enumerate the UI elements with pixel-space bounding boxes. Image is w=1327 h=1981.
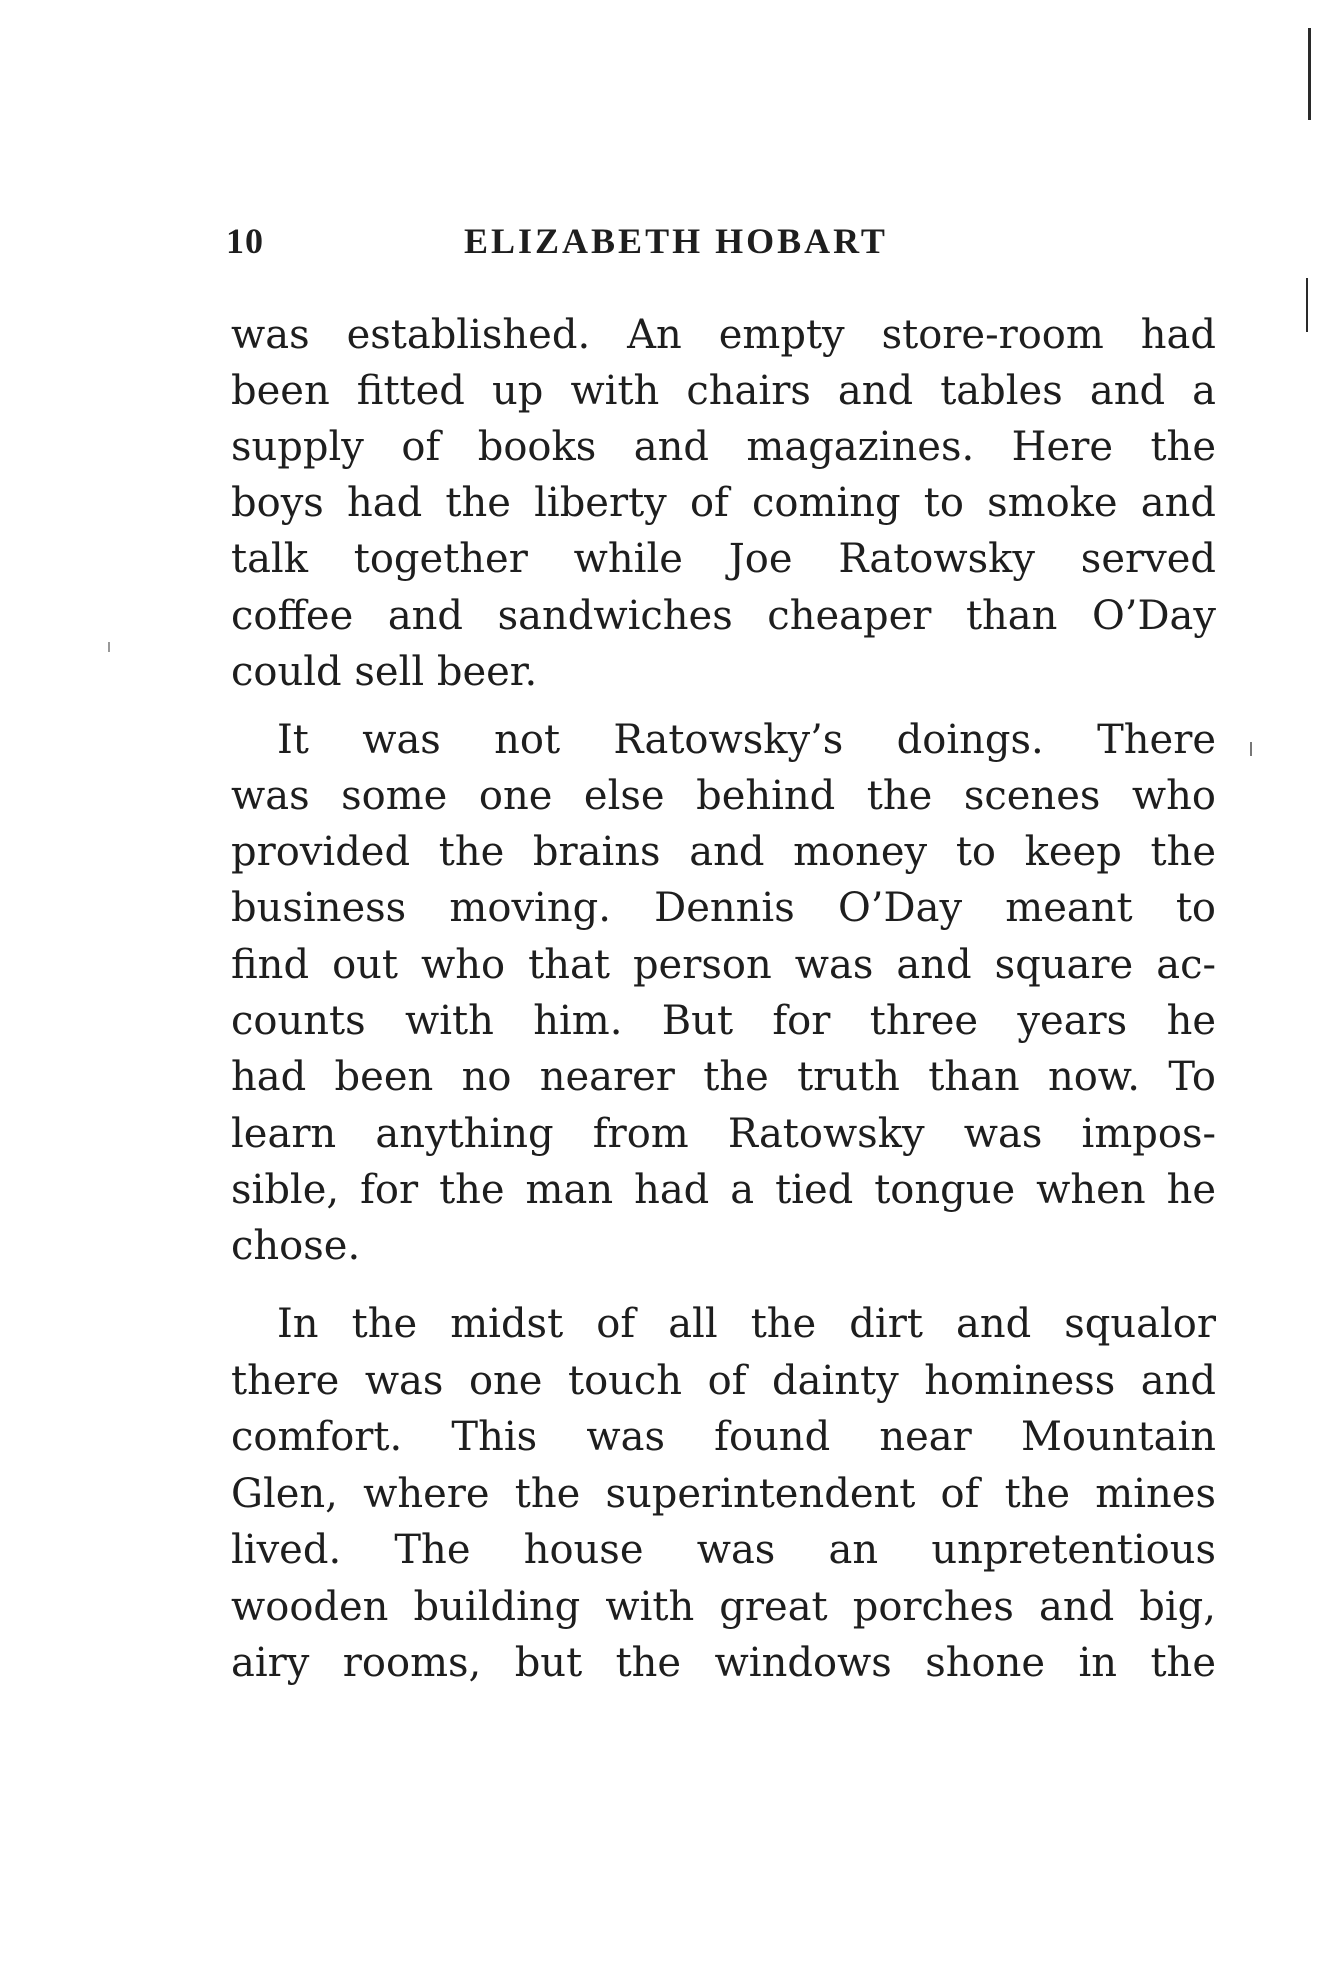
text-line: provided the brains and money to keep the bbox=[231, 829, 1216, 875]
text-line: there was one touch of dainty hominess and bbox=[231, 1358, 1216, 1404]
scan-margin-mark bbox=[1308, 28, 1311, 120]
page-number: 10 bbox=[226, 221, 264, 261]
text-line: business moving. Dennis O’Day meant to bbox=[231, 885, 1216, 931]
text-line: counts with him. But for three years he bbox=[231, 998, 1216, 1044]
paragraph-first-line: It was not Ratowsky’s doings. There bbox=[277, 717, 1216, 763]
text-line: talk together while Joe Ratowsky served bbox=[231, 536, 1216, 582]
running-title: ELIZABETH HOBART bbox=[464, 221, 888, 261]
text-line: could sell beer. bbox=[231, 649, 538, 695]
text-line: was established. An empty store-room had bbox=[231, 312, 1216, 358]
text-line: been fitted up with chairs and tables and a bbox=[231, 368, 1216, 414]
paragraph-first-line: In the midst of all the dirt and squalor bbox=[277, 1301, 1216, 1347]
text-line: airy rooms, but the windows shone in the bbox=[231, 1640, 1216, 1686]
text-line: had been no nearer the truth than now. To bbox=[231, 1054, 1216, 1100]
scan-speck bbox=[1250, 742, 1252, 756]
text-line: was some one else behind the scenes who bbox=[231, 773, 1216, 819]
running-header bbox=[226, 213, 1216, 269]
text-line: lived. The house was an unpretentious bbox=[231, 1527, 1216, 1573]
scan-speck bbox=[108, 642, 110, 652]
scan-margin-mark bbox=[1306, 278, 1308, 332]
text-line: coffee and sandwiches cheaper than O’Day bbox=[231, 593, 1216, 639]
text-line: boys had the liberty of coming to smoke and bbox=[231, 480, 1216, 526]
text-line: comfort. This was found near Mountain bbox=[231, 1414, 1216, 1460]
text-line: wooden building with great porches and big, bbox=[231, 1584, 1216, 1630]
text-line: learn anything from Ratowsky was impos- bbox=[231, 1111, 1216, 1157]
text-line: supply of books and magazines. Here the bbox=[231, 424, 1216, 470]
text-line: Glen, where the superintendent of the mines bbox=[231, 1471, 1216, 1517]
text-line: find out who that person was and square ac- bbox=[231, 942, 1216, 988]
text-line: chose. bbox=[231, 1223, 361, 1269]
text-line: sible, for the man had a tied tongue when he bbox=[231, 1167, 1216, 1213]
